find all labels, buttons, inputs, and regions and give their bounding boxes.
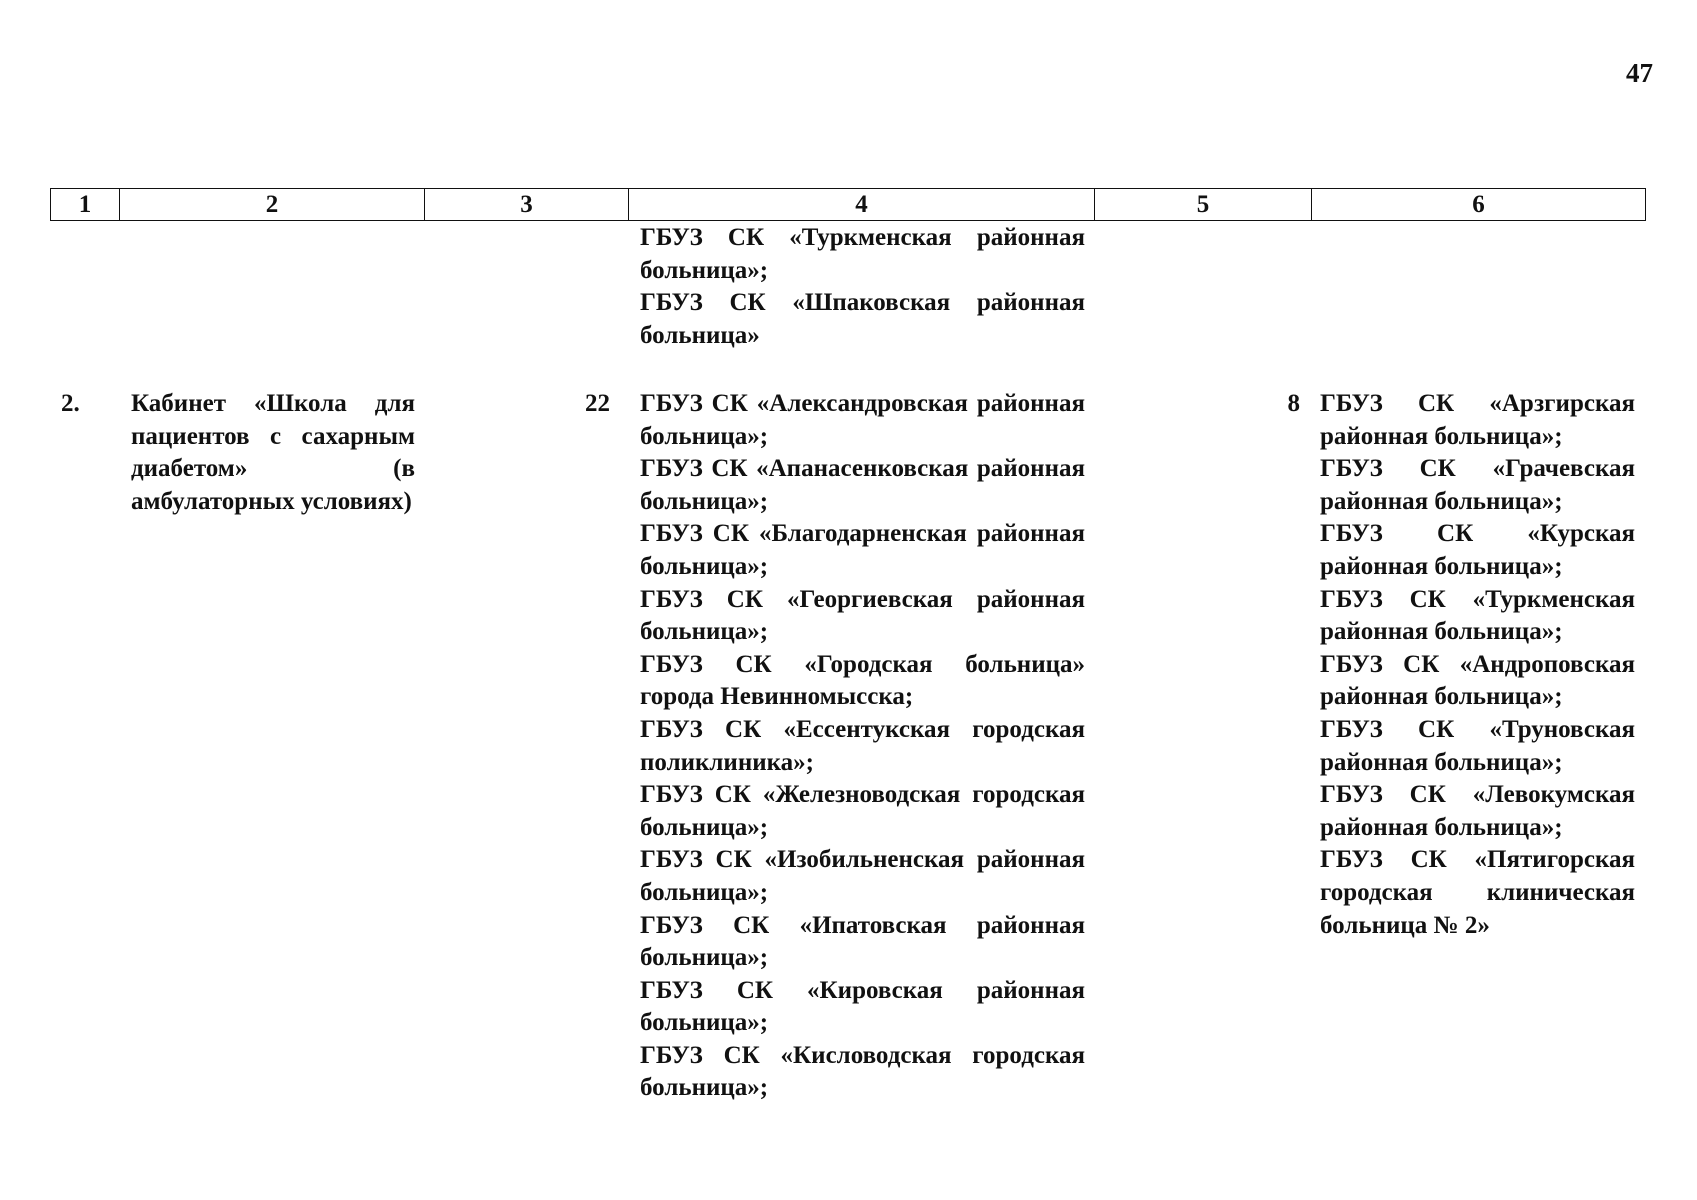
row-name — [131, 388, 415, 518]
count-col3: 22 — [585, 390, 610, 417]
institution-item: ГБУЗ СК «Кисловодская городская больница»; — [640, 1041, 1085, 1102]
row-number: 2. — [61, 390, 80, 417]
institution-item: ГБУЗ СК «Железноводская городская больница»; — [640, 781, 1085, 841]
institution-item: ГБУЗ СК «Кировская районная больница»; — [640, 976, 1085, 1037]
col4-institutions — [640, 388, 1085, 1105]
institution-item: ГБУЗ СК «Ипатовская районная больница»; — [640, 911, 1085, 972]
continuation-item: ГБУЗ СК «Шпаковская районная больница» — [640, 289, 1085, 349]
institution-item: ГБУЗ СК «Курская районная больница»; — [1320, 520, 1635, 580]
institution-item: ГБУЗ СК «Апанасенковская районная больница»; — [640, 455, 1085, 515]
page-number: 47 — [1626, 58, 1653, 88]
column-header-6: 6 — [1312, 189, 1646, 221]
institution-item: ГБУЗ СК «Грачевская районная больница»; — [1320, 455, 1635, 515]
column-header-2: 2 — [120, 189, 425, 221]
continuation-col4 — [640, 222, 1085, 352]
column-header-5: 5 — [1095, 189, 1312, 221]
row-name-text: Кабинет «Школа для пациентов с сахарным диабетом» (в амбулаторных условиях) — [131, 390, 415, 515]
institution-item: ГБУЗ СК «Городская больница» города Невинномысска; — [640, 650, 1085, 711]
institution-item: ГБУЗ СК «Пятигорская городская клиническая больница № 2» — [1320, 846, 1635, 939]
institution-item: ГБУЗ СК «Левокумская районная больница»; — [1320, 781, 1635, 841]
institution-item: ГБУЗ СК «Ессентукская городская поликлиника»; — [640, 715, 1085, 776]
institution-item: ГБУЗ СК «Благодарненская районная больница»; — [640, 520, 1085, 580]
continuation-item: ГБУЗ СК «Туркменская районная больница»; — [640, 224, 1085, 284]
institution-item: ГБУЗ СК «Георгиевская районная больница»; — [640, 585, 1085, 646]
column-header-1: 1 — [51, 189, 120, 221]
column-header-4: 4 — [629, 189, 1095, 221]
column-header-row — [50, 188, 1646, 221]
col6-institutions — [1320, 388, 1635, 942]
institution-item: ГБУЗ СК «Туркменская районная больница»; — [1320, 585, 1635, 646]
institution-item: ГБУЗ СК «Андроповская районная больница»; — [1320, 650, 1635, 711]
institution-item: ГБУЗ СК «Труновская районная больница»; — [1320, 715, 1635, 776]
count-col5: 8 — [1287, 390, 1300, 417]
institution-item: ГБУЗ СК «Александровская районная больница»; — [640, 390, 1085, 450]
column-header-3: 3 — [425, 189, 629, 221]
institution-item: ГБУЗ СК «Изобильненская районная больница»; — [640, 846, 1085, 906]
institution-item: ГБУЗ СК «Арзгирская районная больница»; — [1320, 390, 1635, 450]
